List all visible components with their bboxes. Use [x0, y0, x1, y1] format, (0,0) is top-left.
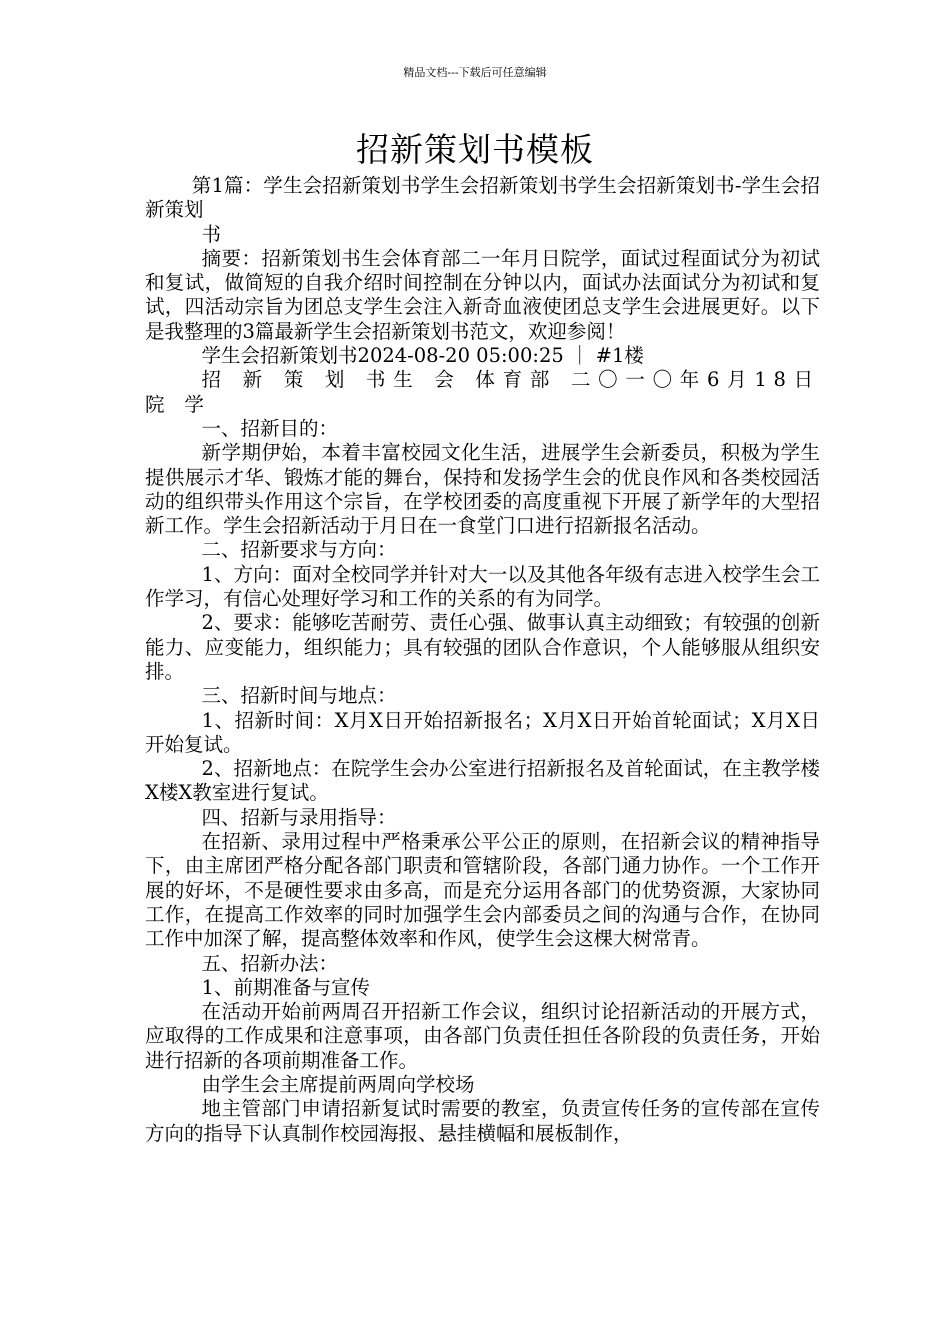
paragraph: 2、招新地点：在院学生会办公室进行招新报名及首轮面试，在主教学楼X楼X教室进行复试。 [145, 757, 820, 805]
section-heading: 三、招新时间与地点： [201, 684, 397, 708]
paragraph: 地主管部门申请招新复试时需要的教室，负责宣传任务的宣传部在宣传方向的指导下认真制作校园海报、悬挂横幅和展板制作， [145, 1097, 820, 1145]
paragraph: 1、招新时间：X月X日开始招新报名；X月X日开始首轮面试；X月X日开始复试。 [145, 708, 820, 756]
paragraph: 1、方向：面对全校同学并针对大一以及其他各年级有志进入校学生会工作学习，有信心处理好学习和工作的关系的有为同学。 [145, 562, 820, 611]
paragraph: 新学期伊始，本着丰富校园文化生活，进展学生会新委员，积极为学生提供展示才华、锻炼才能的舞台，保持和发扬学生会的优良作风和各类校园活动的组织带头作用这个宗旨，在学校团委的高度重视下开展了新学年的大型招新工作。学生会招新活动于月日在一食堂门口进行招新报名活动。 [145, 441, 820, 538]
section-heading: 二、招新要求与方向： [201, 538, 397, 562]
document-body [145, 174, 820, 1146]
paragraph: 在活动开始前两周召开招新工作会议，组织讨论招新活动的开展方式，应取得的工作成果和注意事项，由各部门负责任担任各阶段的负责任务，开始进行招新的各项前期准备工作。 [145, 1000, 820, 1072]
document-title: 招新策划书模板 [356, 130, 594, 169]
section-heading: 四、招新与录用指导： [201, 805, 397, 829]
paragraph: 2、要求：能够吃苦耐劳、责任心强、做事认真主动细致；有较强的创新能力、应变能力，组织能力；具有较强的团队合作意识，个人能够服从组织安排。 [145, 611, 820, 683]
paragraph: 招 新 策 划 书生 会 体育部 二〇一〇年6月18日院 学 [145, 368, 820, 416]
paragraph: 由学生会主席提前两周向学校场 [201, 1072, 475, 1096]
subsection-heading: 1、前期准备与宣传 [201, 975, 370, 999]
section-heading: 一、招新目的： [201, 416, 339, 440]
paragraph: 第1篇：学生会招新策划书学生会招新策划书学生会招新策划书-学生会招新策划 [145, 174, 820, 222]
paragraph: 在招新、录用过程中严格秉承公平公正的原则，在招新会议的精神指导下，由主席团严格分配各部门职责和管辖阶段，各部门通力协作。一个工作开展的好坏，不是硬性要求由多高，而是充分运用各部门的优势资源，大家协同工作，在提高工作效率的同时加强学生会内部委员之间的沟通与合作，在协同工作中加深了解，提高整体效率和作风，使学生会这棵大树常青。 [145, 830, 820, 951]
paragraph: 学生会招新策划书2024-08-20 05:00:25 ｜ #1楼 [201, 344, 644, 368]
page-header: 精品文档---下载后可任意编辑 [403, 66, 547, 79]
paragraph: 书 [201, 222, 222, 246]
paragraph: 摘要：招新策划书生会体育部二一年月日院学，面试过程面试分为初试和复试，做简短的自我介绍时间控制在分钟以内，面试办法面试分为初试和复试，四活动宗旨为团总支学生会注入新奇血液使团总支学生会进展更好。以下是我整理的3篇最新学生会招新策划书范文，欢迎参阅！ [145, 246, 820, 343]
section-heading: 五、招新办法： [201, 951, 339, 975]
